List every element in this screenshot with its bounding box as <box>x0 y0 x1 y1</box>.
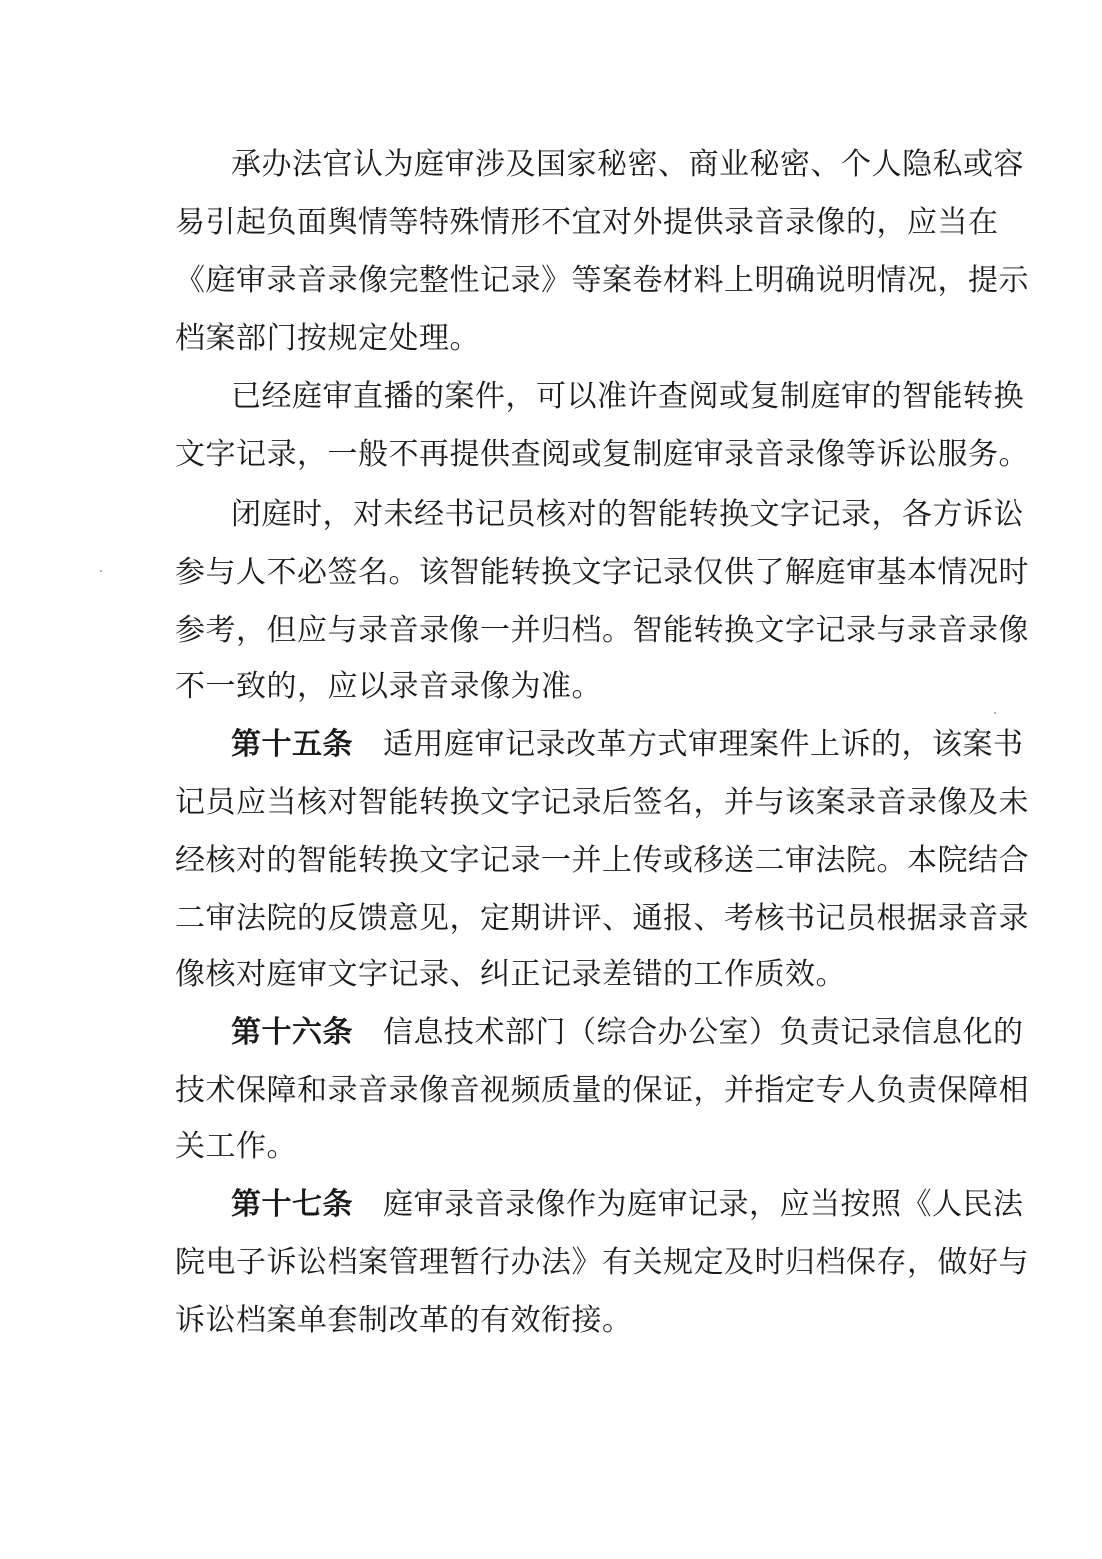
text-line: 经核对的智能转换文字记录一并上传或移送二审法院。本院结合 <box>175 843 1029 878</box>
text-line: 关工作。 <box>175 1129 297 1164</box>
article-text: 适用庭审记录改革方式审理案件上诉的，该案书 <box>383 727 1024 762</box>
article-heading: 第十五条 <box>231 727 353 762</box>
text-line: 二审法院的反馈意见，定期讲评、通报、考核书记员根据录音录 <box>175 901 1029 936</box>
text-line: 档案部门按规定处理。 <box>175 321 480 356</box>
text-line: 闭庭时，对未经书记员核对的智能转换文字记录，各方诉讼 <box>231 497 1024 532</box>
text-line: 已经庭审直播的案件，可以准许查阅或复制庭审的智能转换 <box>231 379 1024 414</box>
text-line: 易引起负面舆情等特殊情形不宜对外提供录音录像的，应当在 <box>175 205 999 240</box>
text-line: 《庭审录音录像完整性记录》等案卷材料上明确说明情况，提示 <box>175 263 1029 298</box>
text-line: 诉讼档案单套制改革的有效衔接。 <box>175 1303 633 1338</box>
scan-speck <box>994 712 996 714</box>
article-line <box>231 1006 1024 1060</box>
text-line: 参与人不必签名。该智能转换文字记录仅供了解庭审基本情况时 <box>175 555 1029 590</box>
article-heading: 第十七条 <box>231 1187 353 1222</box>
text-line: 承办法官认为庭审涉及国家秘密、商业秘密、个人隐私或容 <box>231 147 1024 182</box>
scan-speck <box>100 570 102 572</box>
text-line: 文字记录，一般不再提供查阅或复制庭审录音录像等诉讼服务。 <box>175 437 1029 472</box>
text-line: 像核对庭审文字记录、纠正记录差错的工作质效。 <box>175 957 846 992</box>
article-line <box>231 718 1024 772</box>
text-line: 院电子诉讼档案管理暂行办法》有关规定及时归档保存，做好与 <box>175 1245 1029 1280</box>
article-heading: 第十六条 <box>231 1015 353 1050</box>
article-text: 庭审录音录像作为庭审记录，应当按照《人民法 <box>383 1187 1024 1222</box>
article-text: 信息技术部门（综合办公室）负责记录信息化的 <box>383 1015 1024 1050</box>
text-line: 记员应当核对智能转换文字记录后签名，并与该案录音录像及未 <box>175 785 1029 820</box>
text-line: 参考，但应与录音录像一并归档。智能转换文字记录与录音录像 <box>175 613 1029 648</box>
article-line <box>231 1178 1024 1232</box>
text-line: 不一致的，应以录音录像为准。 <box>175 669 602 704</box>
text-line: 技术保障和录音录像音视频质量的保证，并指定专人负责保障相 <box>175 1073 1029 1108</box>
